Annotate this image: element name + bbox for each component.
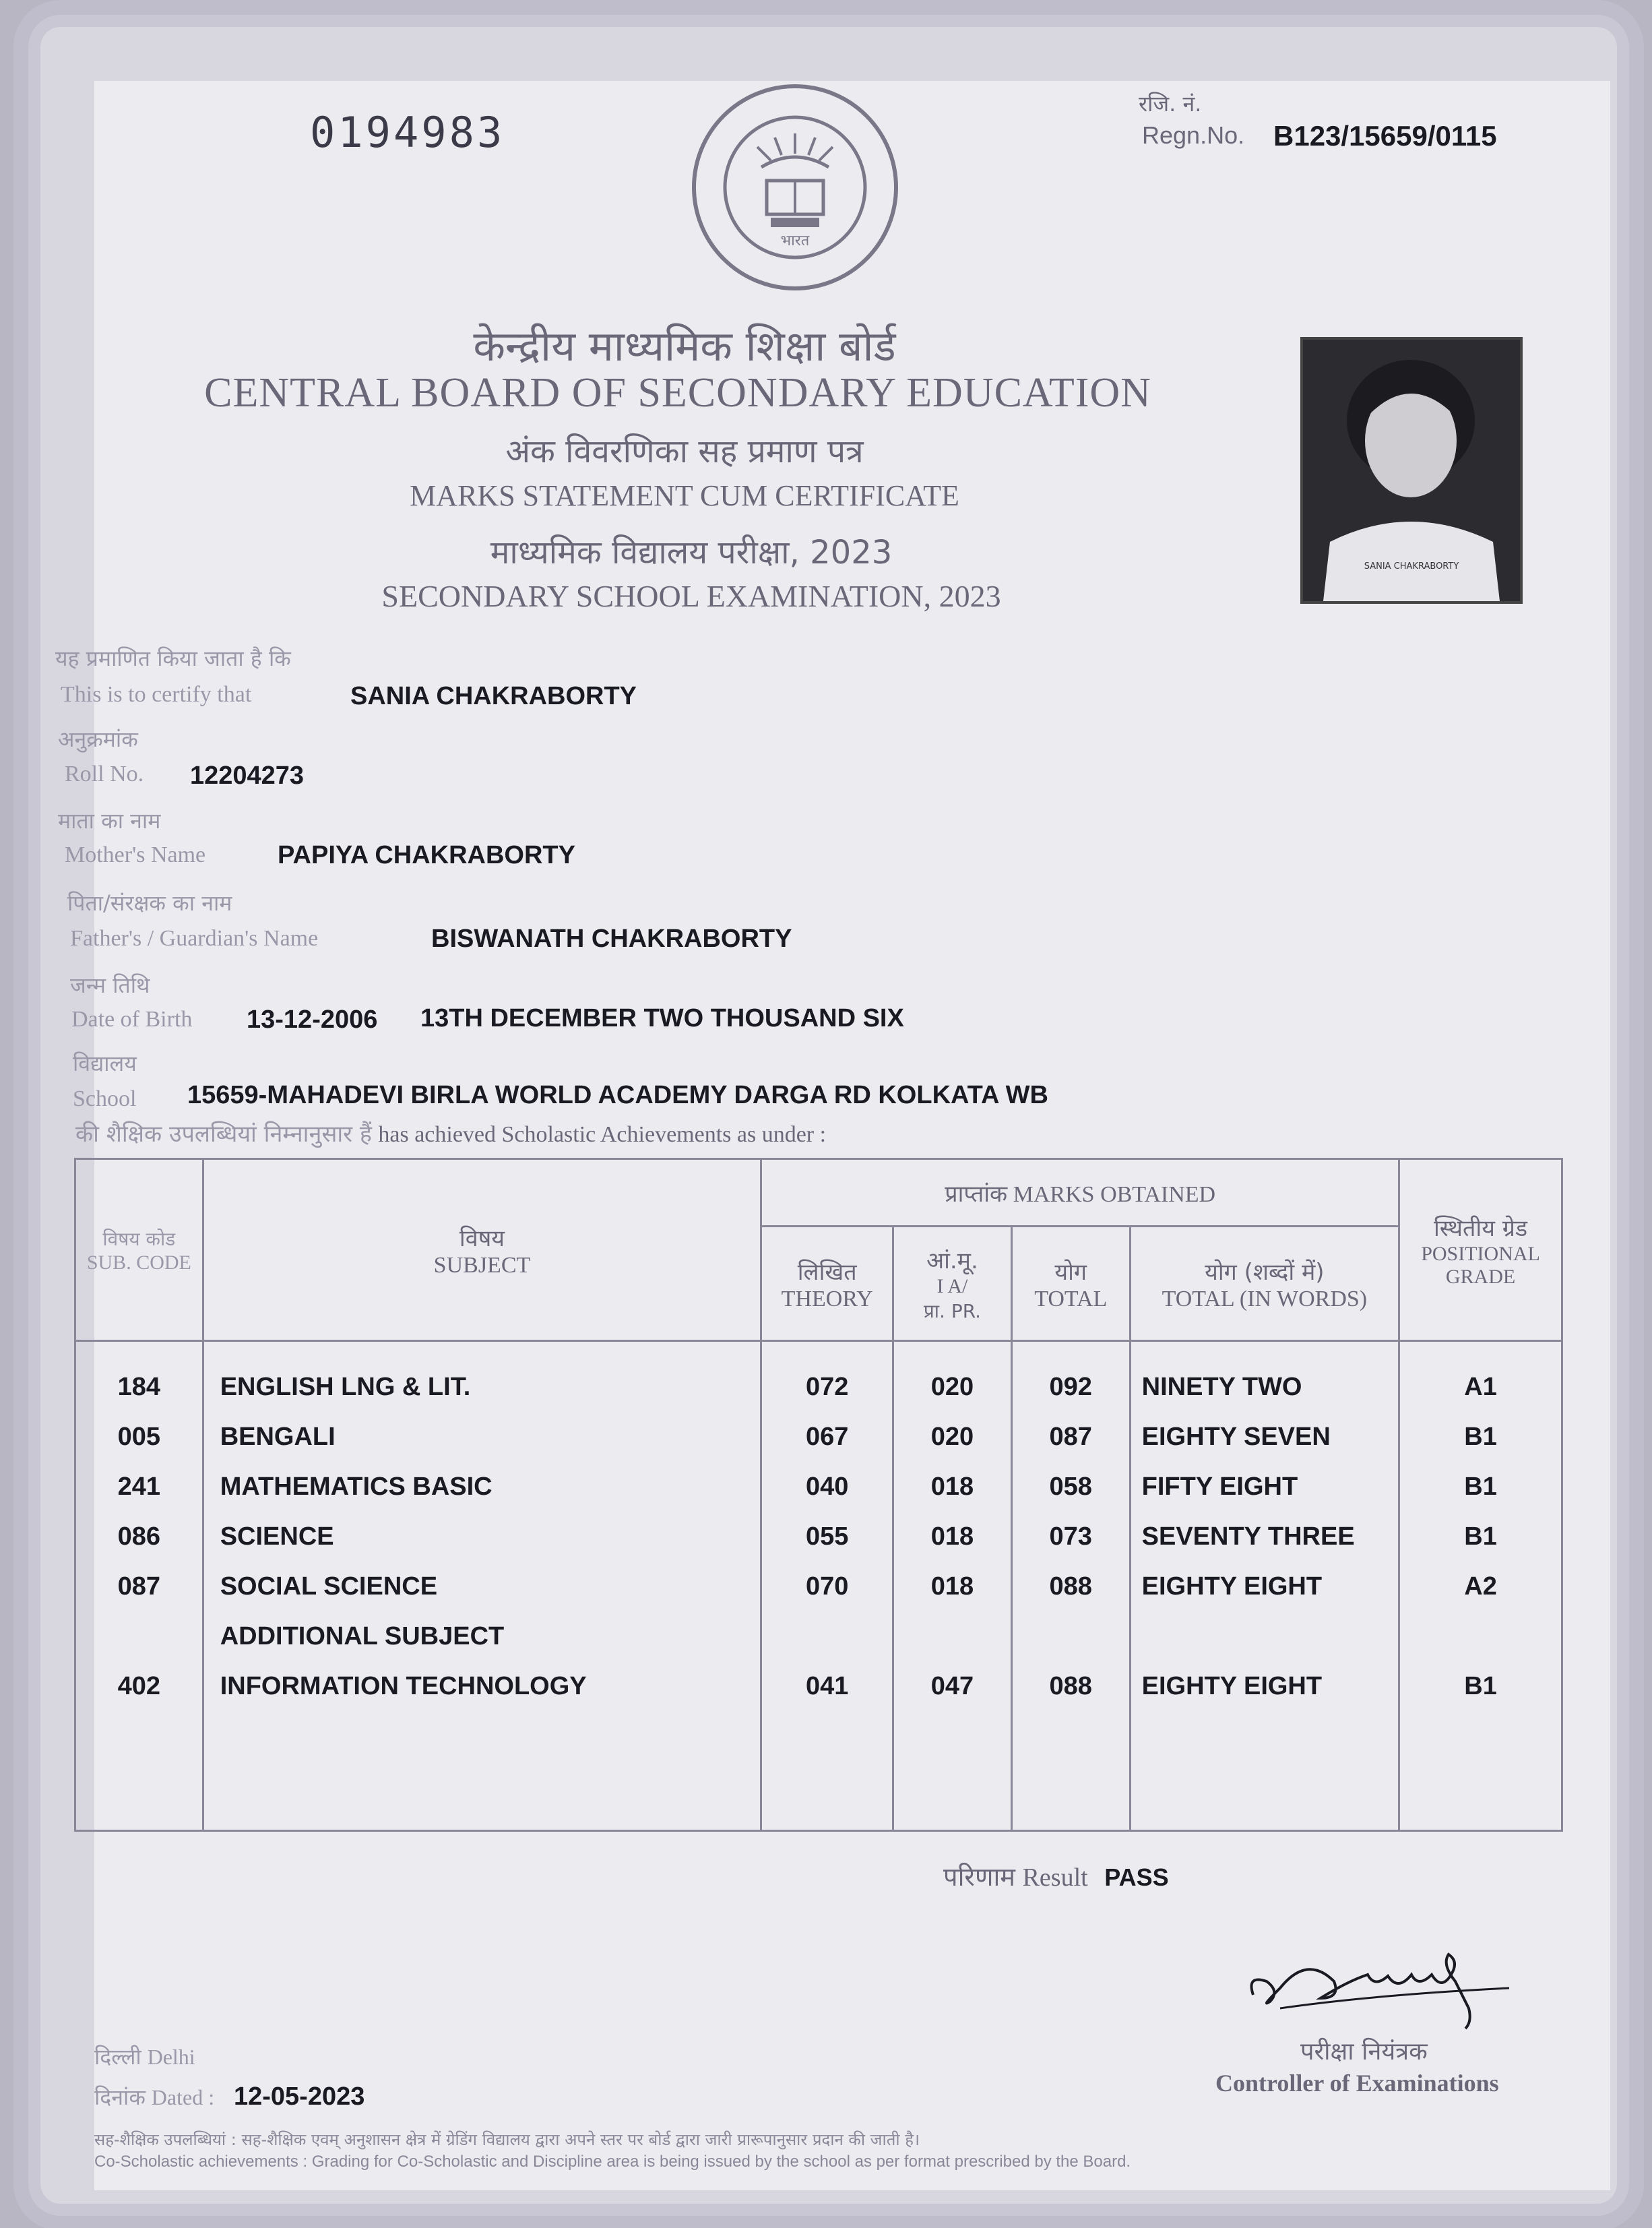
cell-ia: 018 — [930, 1473, 974, 1501]
cell-total: 088 — [1049, 1572, 1092, 1601]
header-theory: लिखित THEORY — [761, 1227, 893, 1341]
date-label: Dated : — [151, 2085, 215, 2109]
cell-code: 184 — [117, 1373, 161, 1401]
mother-name: PAPIYA CHAKRABORTY — [278, 841, 575, 869]
ia-column — [895, 1362, 1010, 1711]
subject-column — [220, 1362, 760, 1711]
header-total-words: योग (शब्दों में) TOTAL (IN WORDS) — [1130, 1227, 1399, 1341]
cell-words: SEVENTY THREE — [1141, 1522, 1355, 1551]
spacer — [77, 1611, 201, 1661]
achievement-label: has achieved Scholastic Achievements as under : — [378, 1122, 827, 1147]
cell-subject: SOCIAL SCIENCE — [220, 1572, 438, 1601]
cell-subject: MATHEMATICS BASIC — [220, 1473, 493, 1501]
dob-value: 13-12-2006 — [247, 1005, 378, 1034]
date-value: 12-05-2023 — [233, 2082, 365, 2111]
mother-label: Mother's Name — [65, 842, 206, 867]
cell-additional-total: 088 — [1049, 1672, 1092, 1700]
additional-subject-label: ADDITIONAL SUBJECT — [220, 1622, 505, 1650]
header-sub-code: विषय कोड SUB. CODE — [75, 1159, 203, 1341]
student-name: SANIA CHAKRABORTY — [350, 682, 637, 710]
cell-grade: A2 — [1464, 1572, 1497, 1601]
date-row — [94, 2082, 364, 2111]
cell-total: 092 — [1049, 1373, 1092, 1401]
board-name: CENTRAL BOARD OF SECONDARY EDUCATION — [204, 370, 1151, 416]
marks-body — [75, 1341, 1562, 1831]
cell-words: EIGHTY EIGHT — [1141, 1572, 1323, 1601]
roll-number: 12204273 — [190, 762, 305, 790]
cell-additional-ia: 047 — [930, 1672, 974, 1700]
cell-subject: ENGLISH LNG & LIT. — [220, 1373, 471, 1401]
cell-additional-code: 402 — [117, 1672, 161, 1700]
words-column — [1142, 1362, 1397, 1711]
document-title-hindi: अंक विवरणिका सह प्रमाण पत्र — [505, 433, 864, 470]
controller-signature — [1240, 1934, 1523, 2039]
header-subject: विषय SUBJECT — [203, 1159, 761, 1341]
result-label-hindi: परिणाम — [943, 1862, 1016, 1892]
dob-label: Date of Birth — [71, 1007, 193, 1032]
place: दिल्ली Delhi — [94, 2044, 195, 2070]
cell-ia: 018 — [930, 1522, 974, 1551]
exam-title-hindi: माध्यमिक विद्यालय परीक्षा, 2023 — [490, 534, 893, 571]
father-name: BISWANATH CHAKRABORTY — [431, 925, 792, 953]
result-label: Result — [1022, 1863, 1088, 1892]
mother-label-hindi: माता का नाम — [58, 808, 161, 834]
cell-words: FIFTY EIGHT — [1141, 1473, 1298, 1501]
grade-column — [1401, 1362, 1560, 1711]
spacer — [1142, 1611, 1397, 1661]
cell-code: 086 — [117, 1522, 161, 1551]
header-positional-grade: स्थितीय ग्रेड POSITIONAL GRADE — [1399, 1159, 1562, 1341]
cell-subject: BENGALI — [220, 1423, 336, 1451]
dob-label-hindi: जन्म तिथि — [70, 972, 150, 998]
cell-theory: 055 — [805, 1522, 849, 1551]
cell-subject: SCIENCE — [220, 1522, 334, 1551]
result-value: PASS — [1104, 1863, 1169, 1891]
cell-theory: 040 — [805, 1473, 849, 1501]
spacer — [895, 1611, 1010, 1661]
cell-theory: 072 — [805, 1373, 849, 1401]
exam-title: SECONDARY SCHOOL EXAMINATION, 2023 — [381, 579, 1001, 613]
cell-code: 241 — [117, 1473, 161, 1501]
date-label-hindi: दिनांक — [94, 2084, 146, 2110]
cell-ia: 020 — [930, 1373, 974, 1401]
document-title: MARKS STATEMENT CUM CERTIFICATE — [410, 479, 959, 512]
cell-total: 073 — [1049, 1522, 1092, 1551]
cell-code: 005 — [117, 1423, 161, 1451]
result-row — [943, 1859, 1169, 1894]
cell-grade: B1 — [1464, 1473, 1497, 1501]
cell-code: 087 — [117, 1572, 161, 1601]
certify-label-hindi: यह प्रमाणित किया जाता है कि — [55, 646, 291, 671]
controller-title-hindi: परीक्षा नियंत्रक — [1300, 2038, 1428, 2066]
student-photo — [1300, 337, 1523, 604]
cell-additional-words: EIGHTY EIGHT — [1141, 1672, 1323, 1700]
roll-label-hindi: अनुक्रमांक — [58, 726, 138, 752]
school-label: School — [73, 1086, 137, 1111]
marks-table — [74, 1158, 1563, 1832]
cell-grade: B1 — [1464, 1423, 1497, 1451]
cell-additional-subject: INFORMATION TECHNOLOGY — [220, 1672, 587, 1700]
roll-label: Roll No. — [65, 762, 144, 786]
spacer — [1013, 1611, 1129, 1661]
cell-words: EIGHTY SEVEN — [1141, 1423, 1331, 1451]
cell-additional-theory: 041 — [805, 1672, 849, 1700]
father-label: Father's / Guardian's Name — [70, 926, 319, 951]
spacer — [763, 1611, 891, 1661]
certify-label: This is to certify that — [61, 682, 252, 707]
cell-ia: 020 — [930, 1423, 974, 1451]
header-ia: आं.मू. I A/ प्रा. PR. — [893, 1227, 1012, 1341]
school-label-hindi: विद्यालय — [73, 1051, 137, 1076]
cell-grade: A1 — [1464, 1373, 1497, 1401]
dob-words: 13TH DECEMBER TWO THOUSAND SIX — [420, 1004, 904, 1032]
footnote-hindi: सह-शैक्षिक उपलब्धियां : सह-शैक्षिक एवम् अनुशासन क्षेत्र में ग्रेडिंग विद्यालय द्वारा अपने स्तर पर बोर्ड द्वारा जारी प्रारूपानुसार प्रदान की जाती है। — [94, 2130, 920, 2149]
controller-title: Controller of Examinations — [1215, 2070, 1499, 2097]
seal-text: भारत — [780, 233, 810, 249]
cell-ia: 018 — [930, 1572, 974, 1601]
cell-additional-grade: B1 — [1464, 1672, 1497, 1700]
board-name-hindi: केन्द्रीय माध्यमिक शिक्षा बोर्ड — [473, 321, 896, 371]
photo-caption: SANIA CHAKRABORTY — [1364, 561, 1459, 571]
serial-number: 0194983 — [310, 108, 505, 157]
cell-theory: 070 — [805, 1572, 849, 1601]
regn-label-hindi: रजि. नं. — [1139, 91, 1202, 117]
spacer — [1401, 1611, 1560, 1661]
code-column — [77, 1362, 201, 1711]
regn-number: B123/15659/0115 — [1273, 120, 1497, 152]
cell-theory: 067 — [805, 1423, 849, 1451]
school-name: 15659-MAHADEVI BIRLA WORLD ACADEMY DARGA RD KOLKATA WB — [187, 1081, 1048, 1109]
header-marks-obtained: प्राप्तांक MARKS OBTAINED — [761, 1159, 1399, 1227]
header-total: योग TOTAL — [1011, 1227, 1130, 1341]
cbse-seal-icon — [687, 80, 903, 295]
cell-total: 058 — [1049, 1473, 1092, 1501]
footnote: Co-Scholastic achievements : Grading for Co-Scholastic and Discipline area is being issued by the school as per format prescribed by the Board. — [94, 2153, 1131, 2171]
theory-column — [763, 1362, 891, 1711]
achievement-label-hindi: की शैक्षिक उपलब्धियां निम्नानुसार हैं — [75, 1121, 372, 1148]
regn-label: Regn.No. — [1142, 121, 1245, 149]
cell-words: NINETY TWO — [1141, 1373, 1302, 1401]
total-column — [1013, 1362, 1129, 1711]
cell-grade: B1 — [1464, 1522, 1497, 1551]
father-label-hindi: पिता/संरक्षक का नाम — [67, 890, 232, 916]
cell-total: 087 — [1049, 1423, 1092, 1451]
